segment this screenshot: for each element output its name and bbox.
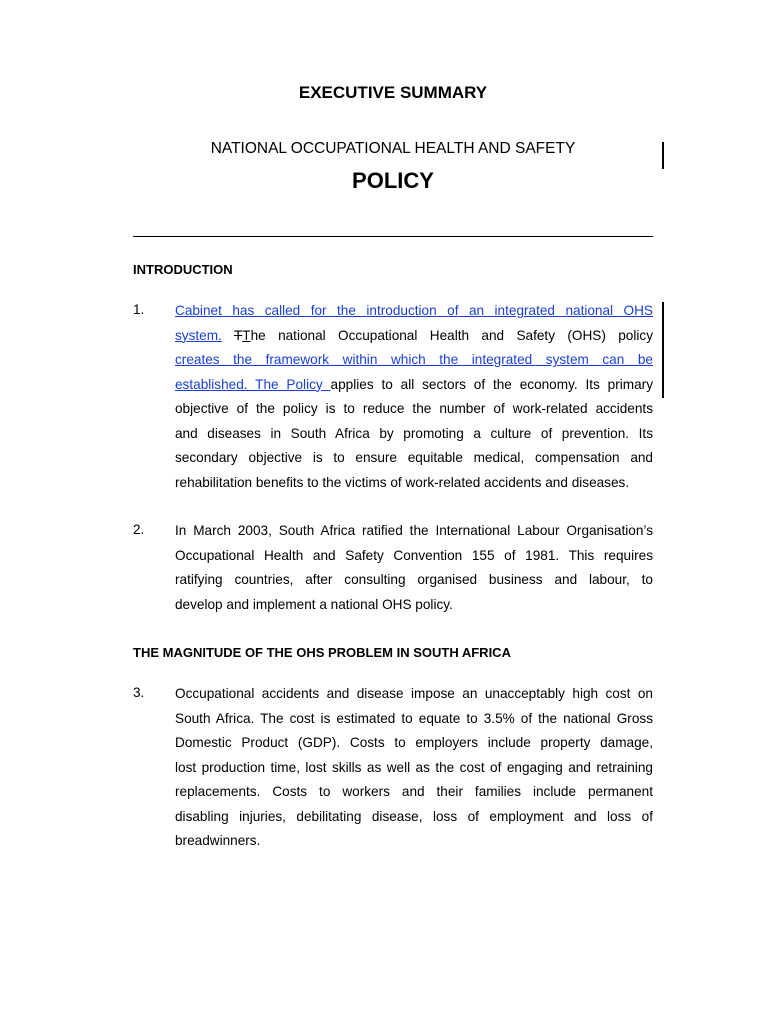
paragraph-line: Occupational accidents and disease impose an unacceptably high cost on xyxy=(175,686,653,701)
paragraph-number: 1. xyxy=(133,302,145,317)
paragraph-line: objective of the policy is to reduce the number of work-related accidents xyxy=(175,401,653,416)
paragraph-line: rehabilitation benefits to the victims of work-related accidents and diseases. xyxy=(175,474,630,490)
document-title: EXECUTIVE SUMMARY xyxy=(298,83,488,102)
revision-change-bar xyxy=(662,302,664,398)
section-heading-introduction: INTRODUCTION xyxy=(133,262,233,277)
policy-heading: POLICY xyxy=(352,168,434,193)
paragraph-line: In March 2003, South Africa ratified the International Labour Organisation’s xyxy=(175,523,653,538)
paragraph-line: develop and implement a national OHS policy. xyxy=(175,596,453,612)
section-heading-magnitude: THE MAGNITUDE OF THE OHS PROBLEM IN SOUTH AFRICA xyxy=(133,645,511,660)
paragraph-line: lost production time, lost skills as well as the cost of engaging and retraining xyxy=(175,759,653,775)
paragraph-number: 2. xyxy=(133,522,145,537)
tracked-insertion: T xyxy=(242,327,251,343)
tracked-deletion: T xyxy=(233,327,243,343)
paragraph-text: he national Occupational Health and Safety (OHS) policy xyxy=(250,327,653,343)
paragraph-text: applies to all sectors of the economy. Its primary xyxy=(330,376,653,392)
tracked-insertion: creates the framework within which the integrated system can be xyxy=(175,352,653,367)
paragraph-line: Occupational Health and Safety Convention 155 of 1981. This requires xyxy=(175,547,653,563)
paragraph-line xyxy=(175,376,653,401)
paragraph-number: 3. xyxy=(133,685,145,700)
paragraph-line: breadwinners. xyxy=(175,833,261,848)
paragraph-line: replacements. Costs to workers and their families include permanent xyxy=(175,784,653,799)
revision-change-bar xyxy=(662,142,664,169)
paragraph-line: disabling injuries, debilitating disease, loss of employment and loss of xyxy=(175,808,653,824)
tracked-insertion: established. The Policy xyxy=(175,376,331,392)
paragraph-line: South Africa. The cost is estimated to equate to 3.5% of the national Gross xyxy=(175,710,653,726)
paragraph-line: ratifying countries, after consulting organised business and labour, to xyxy=(175,572,653,587)
paragraph-line xyxy=(175,327,653,352)
tracked-insertion: Cabinet has called for the introduction of an integrated national OHS xyxy=(175,303,653,318)
paragraph-line xyxy=(175,302,653,327)
paragraph-line: Domestic Product (GDP). Costs to employers include property damage, xyxy=(175,735,653,750)
tracked-insertion: system. xyxy=(175,327,222,343)
paragraph-line xyxy=(175,351,653,376)
horizontal-rule xyxy=(133,236,653,237)
paragraph-line: and diseases in South Africa by promoting a culture of prevention. Its xyxy=(175,425,653,441)
paragraph-line: secondary objective is to ensure equitable medical, compensation and xyxy=(175,450,653,465)
document-subtitle: NATIONAL OCCUPATIONAL HEALTH AND SAFETY xyxy=(210,140,576,157)
